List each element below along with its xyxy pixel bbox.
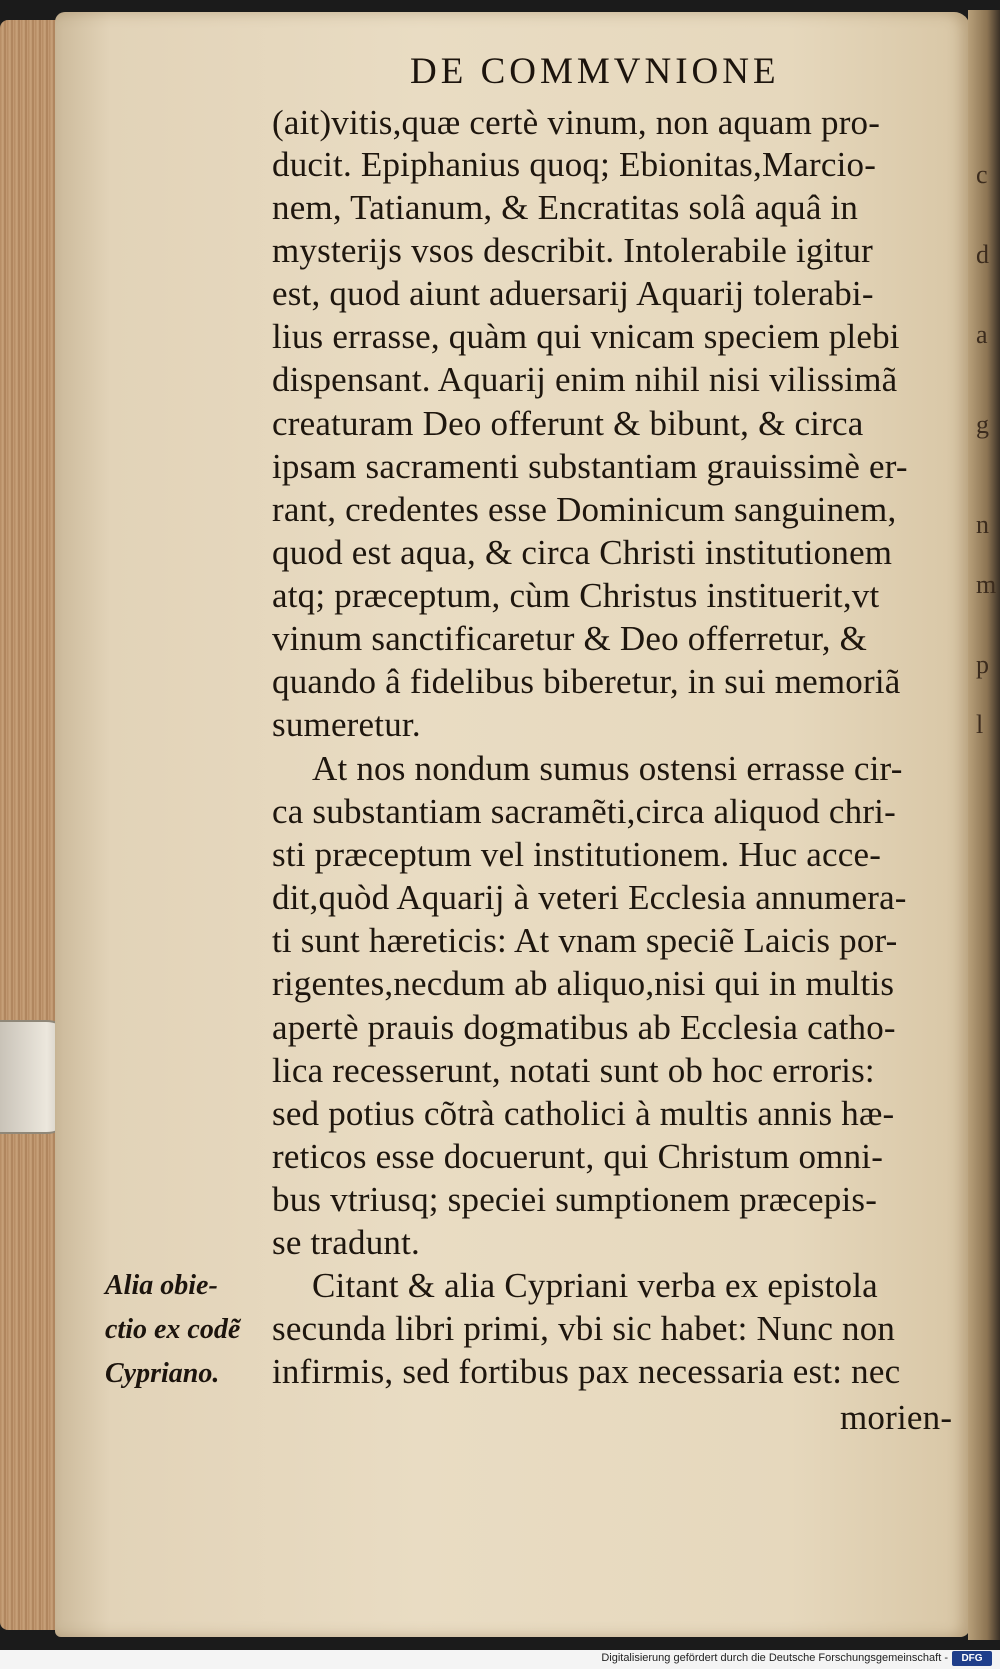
text-line: atq; præceptum, cùm Christus instituerit,vt	[272, 576, 880, 615]
text-line: secunda libri primi, vbi sic habet: Nunc non	[272, 1309, 896, 1348]
text-line: Citant & alia Cypriani verba ex epistola	[312, 1266, 878, 1305]
edge-letter: p	[976, 650, 989, 679]
text-line: rant, credentes esse Dominicum sanguinem,	[272, 490, 897, 529]
text-line: sti præceptum vel institutionem. Huc acce-	[272, 835, 882, 874]
margin-note-line: Cypriano.	[105, 1358, 220, 1389]
text-line: dispensant. Aquarij enim nihil nisi vilissimã	[272, 360, 898, 399]
text-line: ipsam sacramenti substantiam grauissimè er-	[272, 447, 908, 486]
edge-letter: g	[976, 410, 989, 439]
running-header: DE COMMVNIONE	[410, 51, 780, 92]
facing-page-strip	[968, 10, 1000, 1640]
text-line: creaturam Deo offerunt & bibunt, & circa	[272, 404, 864, 443]
text-line: mysterijs vsos describit. Intolerabile igitur	[272, 231, 873, 270]
edge-letter: d	[976, 240, 989, 269]
text-line: apertè prauis dogmatibus ab Ecclesia catho-	[272, 1008, 896, 1047]
text-line: At nos nondum sumus ostensi errasse cir-	[312, 749, 903, 788]
margin-note-line: ctio ex codẽ	[105, 1314, 241, 1345]
text-line: vinum sanctificaretur & Deo offerretur, &	[272, 619, 868, 658]
edge-letter: m	[976, 570, 997, 599]
dfg-logo-icon: DFG	[952, 1651, 992, 1666]
text-line: bus vtriusq; speciei sumptionem præcepis-	[272, 1180, 878, 1219]
text-line: infirmis, sed fortibus pax necessaria est: nec	[272, 1352, 901, 1391]
text-line: est, quod aiunt aduersarij Aquarij tolerabi-	[272, 274, 874, 313]
margin-note-line: Alia obie-	[105, 1270, 218, 1301]
text-line: (ait)vitis,quæ certè vinum, non aquam pro-	[272, 103, 881, 142]
text-line: dit,quòd Aquarij à veteri Ecclesia annumera-	[272, 878, 907, 917]
text-line: se tradunt.	[272, 1223, 420, 1262]
text-line: ti sunt hæreticis: At vnam speciẽ Laicis por-	[272, 921, 898, 960]
text-line: sumeretur.	[272, 705, 421, 744]
edge-letter: l	[976, 710, 984, 739]
edge-letter: c	[976, 160, 988, 189]
text-line: nem, Tatianum, & Encratitas solâ aquâ in	[272, 188, 859, 227]
edge-letter: n	[976, 510, 989, 539]
footer-credit: Digitalisierung gefördert durch die Deutsche Forschungsgemeinschaft -	[601, 1652, 948, 1664]
edge-letter: a	[976, 320, 988, 349]
text-line: rigentes,necdum ab aliquo,nisi qui in multis	[272, 964, 895, 1003]
catchword: morien-	[840, 1398, 953, 1437]
text-line: sed potius cõtrà catholici à multis annis hæ-	[272, 1094, 895, 1133]
text-line: reticos esse docuerunt, qui Christum omni-	[272, 1137, 884, 1176]
text-line: ca substantiam sacramẽti,circa aliquod chri-	[272, 792, 896, 831]
text-line: quod est aqua, & circa Christi institutionem	[272, 533, 893, 572]
text-line: lius errasse, quàm qui vnicam speciem plebi	[272, 317, 900, 356]
text-line: quando â fidelibus biberetur, in sui memoriã	[272, 662, 901, 701]
text-line: lica recesserunt, notati sunt ob hoc erroris:	[272, 1051, 875, 1090]
text-line: ducit. Epiphanius quoq; Ebionitas,Marcio-	[272, 145, 877, 184]
